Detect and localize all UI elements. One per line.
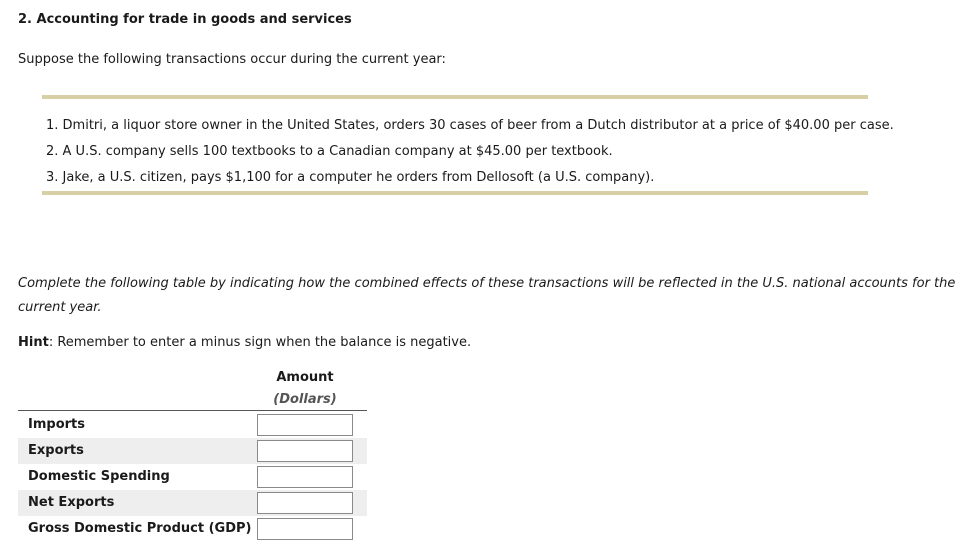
transactions-list (46, 113, 894, 191)
question-title: 2. Accounting for trade in goods and services (18, 12, 352, 27)
imports-input[interactable] (257, 414, 353, 436)
net-exports-input[interactable] (257, 492, 353, 514)
transaction-item-2: 2. A U.S. company sells 100 textbooks to a Canadian company at $45.00 per textbook. (46, 144, 613, 159)
hint (18, 335, 471, 350)
table-row-net-exports (18, 490, 367, 516)
table-row-domestic-spending (18, 464, 367, 490)
transactions-box (42, 95, 894, 195)
table-row-gdp (18, 516, 367, 542)
transaction-item-1: 1. Dmitri, a liquor store owner in the United States, orders 30 cases of beer from a Dutch distributor at a price of $40.00 per case. (46, 118, 894, 133)
question-intro: Suppose the following transactions occur during the current year: (18, 52, 446, 67)
gdp-input[interactable] (257, 518, 353, 540)
table-instructions: Complete the following table by indicating how the combined effects of these transactions will be reflected in the U.S. national accounts for the current year. (18, 276, 956, 315)
row-label-imports: Imports (28, 417, 85, 432)
national-accounts-table (18, 412, 367, 542)
row-label-domestic-spending: Domestic Spending (28, 469, 170, 484)
transaction-item-3: 3. Jake, a U.S. citizen, pays $1,100 for a computer he orders from Dellosoft (a U.S. company). (46, 170, 655, 185)
row-label-exports: Exports (28, 443, 84, 458)
amount-column-header: Amount (276, 370, 334, 385)
table-header-rule (18, 410, 367, 411)
row-label-net-exports: Net Exports (28, 495, 115, 510)
domestic-spending-input[interactable] (257, 466, 353, 488)
table-row-exports (18, 438, 367, 464)
hint-label: Hint (18, 335, 49, 350)
amount-column-units: (Dollars) (273, 392, 337, 407)
hint-text: : Remember to enter a minus sign when the balance is negative. (48, 335, 472, 350)
exports-input[interactable] (257, 440, 353, 462)
row-label-gdp: Gross Domestic Product (GDP) (28, 521, 252, 536)
table-row-imports (18, 412, 367, 438)
